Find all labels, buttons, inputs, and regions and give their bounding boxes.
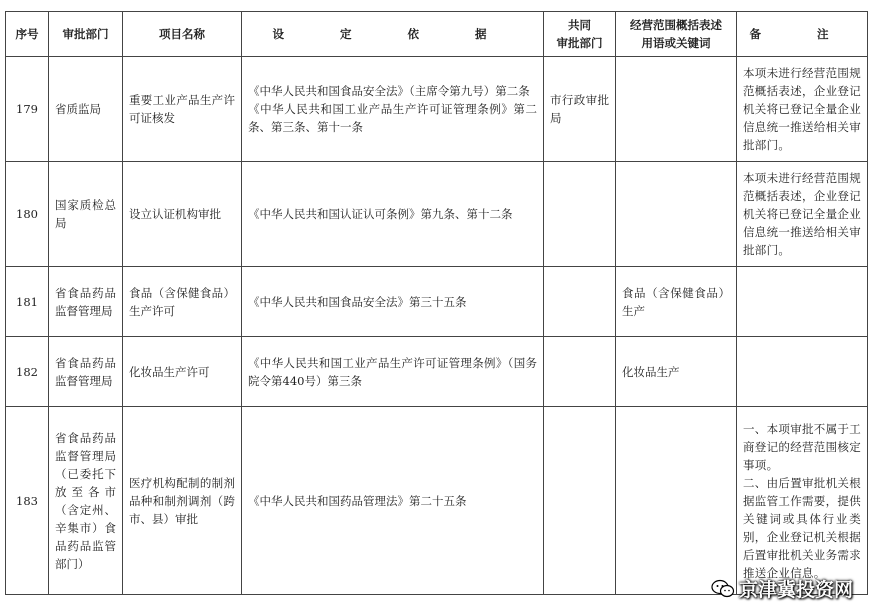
table-row (6, 267, 868, 337)
header-scope (616, 12, 737, 57)
cell-basis-line1: 《中华人民共和国食品安全法》（主席令第九号）第二条 (248, 84, 530, 98)
cell-department: 省食品药品监督管理局（已委托下放至各市（含定州、辛集市）食品药品监管部门） (49, 407, 123, 595)
cell-remarks (737, 407, 868, 595)
cell-remarks: 本项未进行经营范围规范概括表述，企业登记机关将已登记全量企业信息统一推送给相关审批部门。 (737, 57, 868, 162)
header-basis-text: 设 定 依 据 (272, 27, 513, 41)
cell-scope: 食品（含保健食品）生产 (616, 267, 737, 337)
cell-department: 国家质检总局 (49, 162, 123, 267)
cell-joint (544, 162, 616, 267)
cell-project: 设立认证机构审批 (123, 162, 242, 267)
header-joint (544, 12, 616, 57)
cell-basis-line2: 《中华人民共和国工业产品生产许可证管理条例》第二条、第三条、第十一条 (248, 102, 537, 134)
cell-department: 省质监局 (49, 57, 123, 162)
cell-scope (616, 57, 737, 162)
table-row (6, 337, 868, 407)
cell-project: 化妆品生产许可 (123, 337, 242, 407)
header-row (6, 12, 868, 57)
header-joint-line1: 共同 (568, 18, 591, 32)
approval-table (5, 11, 868, 595)
cell-remarks-line1: 一、本项审批不属于工商登记的经营范围核定事项。 (743, 421, 861, 472)
header-department: 审批部门 (49, 12, 123, 57)
cell-remarks (737, 267, 868, 337)
watermark (711, 575, 853, 602)
cell-seq: 182 (6, 337, 49, 407)
cell-scope (616, 407, 737, 595)
header-scope-line2: 用语或关键词 (641, 36, 711, 50)
cell-basis: 《中华人民共和国药品管理法》第二十五条 (242, 407, 544, 595)
cell-joint (544, 267, 616, 337)
cell-remarks-line2: 二、由后置审批机关根据监管工作需要，提供关键词或具体行业类别，企业登记机关根据后置审批机关业务需求推送企业信息。 (743, 475, 861, 580)
header-remarks-text: 备 注 (749, 27, 855, 41)
cell-joint (544, 337, 616, 407)
cell-project: 食品（含保健食品）生产许可 (123, 267, 242, 337)
watermark-text: 京津冀投资网 (738, 579, 853, 601)
cell-project: 重要工业产品生产许可证核发 (123, 57, 242, 162)
cell-project: 医疗机构配制的制剂品种和制剂调剂（跨市、县）审批 (123, 407, 242, 595)
table-row (6, 407, 868, 595)
cell-scope (616, 162, 737, 267)
table-row (6, 162, 868, 267)
table-row (6, 57, 868, 162)
cell-joint (544, 407, 616, 595)
header-basis (242, 12, 544, 57)
cell-seq: 181 (6, 267, 49, 337)
cell-seq: 183 (6, 407, 49, 595)
cell-basis (242, 57, 544, 162)
cell-scope: 化妆品生产 (616, 337, 737, 407)
cell-remarks (737, 337, 868, 407)
cell-seq: 179 (6, 57, 49, 162)
header-seq: 序号 (6, 12, 49, 57)
wechat-icon (711, 579, 735, 599)
cell-department: 省食品药品监督管理局 (49, 337, 123, 407)
cell-basis: 《中华人民共和国食品安全法》第三十五条 (242, 267, 544, 337)
cell-seq: 180 (6, 162, 49, 267)
cell-basis: 《中华人民共和国认证认可条例》第九条、第十二条 (242, 162, 544, 267)
header-remarks (737, 12, 868, 57)
header-scope-line1: 经营范围概括表述 (630, 18, 722, 32)
cell-remarks: 本项未进行经营范围规范概括表述，企业登记机关将已登记全量企业信息统一推送给相关审批部门。 (737, 162, 868, 267)
cell-joint: 市行政审批局 (544, 57, 616, 162)
header-joint-line2: 审批部门 (556, 36, 603, 50)
cell-basis: 《中华人民共和国工业产品生产许可证管理条例》（国务院令第440号）第三条 (242, 337, 544, 407)
header-project: 项目名称 (123, 12, 242, 57)
cell-department: 省食品药品监督管理局 (49, 267, 123, 337)
